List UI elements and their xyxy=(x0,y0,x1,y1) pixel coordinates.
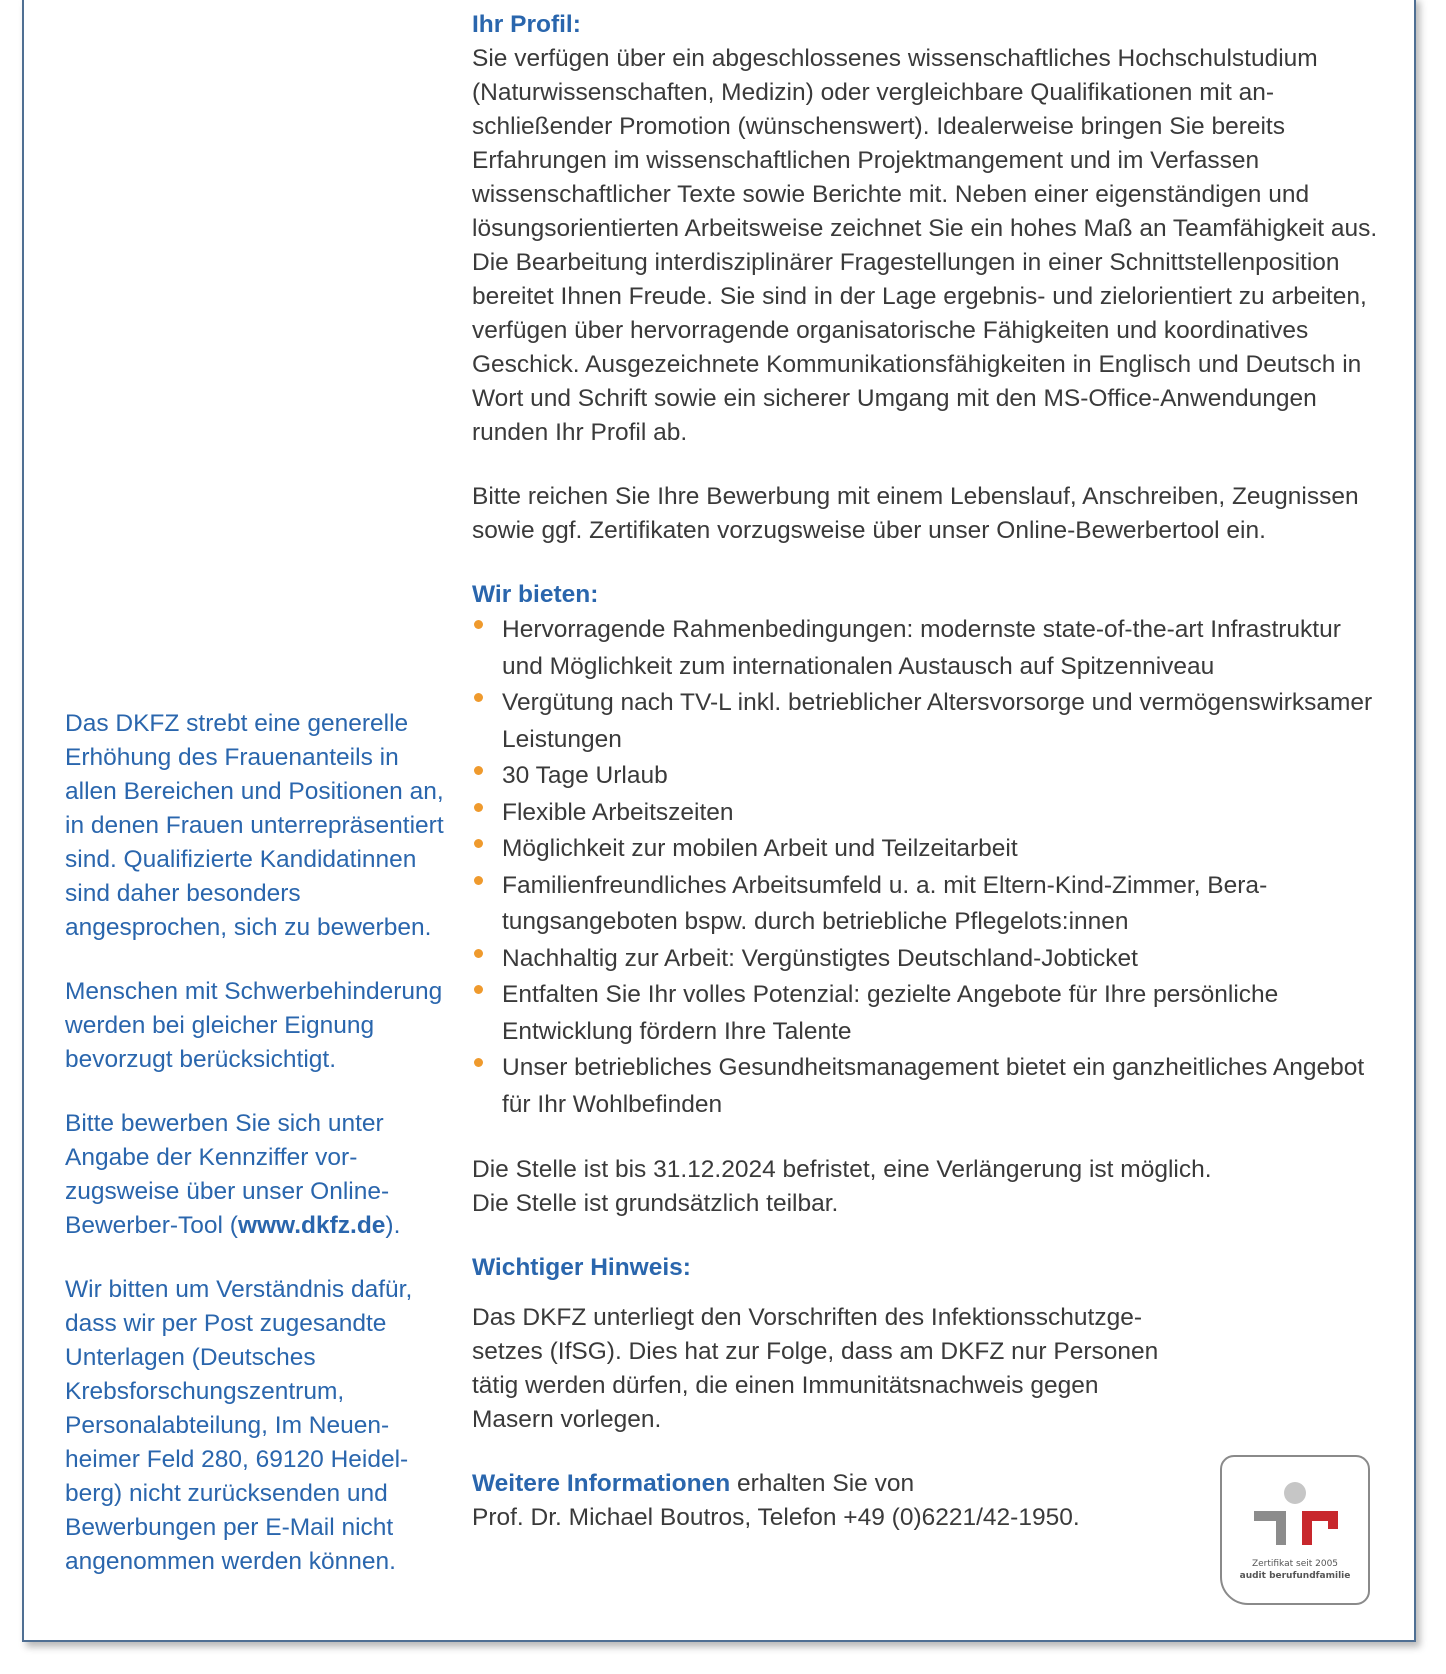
offer-text: Hervorragende Rahmenbedingungen: modernste state-of-the-art Infrastruktur und Möglichkeit zum internationalen Austausch auf Spitzenniveau xyxy=(502,616,1341,680)
postal-note: Wir bitten um Verständnis dafür, dass wir per Post zugesandte Unterlagen (Deutsches Krebsforschungszentrum, Personalabteilung, Im Neuenheimer Feld 280, 69120 Heidelberg) nicht zurücksenden und Bewerbungen per E-Mail nicht angenommen werden können. xyxy=(65,1276,413,1575)
list-item xyxy=(472,831,1382,868)
main-content xyxy=(472,8,1382,1535)
bullet-icon xyxy=(474,876,483,885)
list-item xyxy=(472,868,1382,941)
apply-note-text: Bitte bewerben Sie sich unter Angabe der Kennziffer vorzugsweise über unser Online-Bewerber-Tool ( xyxy=(65,1110,390,1239)
list-item xyxy=(472,977,1382,1050)
contact-person: Prof. Dr. Michael Boutros, Telefon +49 (0)6221/42-1950. xyxy=(472,1504,1080,1531)
bullet-icon xyxy=(474,1058,483,1067)
list-item xyxy=(472,795,1382,832)
list-item xyxy=(472,685,1382,758)
bullet-icon xyxy=(474,620,483,629)
bullet-icon xyxy=(474,693,483,702)
disability-note: Menschen mit Schwerbehinderung werden bei gleicher Eignung bevorzugt berücksichtigt. xyxy=(65,978,443,1073)
list-item xyxy=(472,1050,1382,1123)
sidebar xyxy=(65,707,445,1609)
dkfz-website-link[interactable]: www.dkfz.de xyxy=(237,1212,386,1239)
offer-text: Nachhaltig zur Arbeit: Vergünstigtes Deutschland-Jobticket xyxy=(502,944,1138,972)
offers-list xyxy=(472,612,1382,1123)
certificate-line-1: Zertifikat seit 2005 xyxy=(1251,1559,1339,1569)
profile-heading: Ihr Profil: xyxy=(472,11,581,38)
offer-text: Unser betriebliches Gesundheitsmanagement bietet ein ganzheitliches Angebot für Ihr Wohlbefinden xyxy=(502,1054,1365,1118)
offer-text: Familienfreundliches Arbeitsumfeld u. a. mit Eltern-Kind-Zimmer, Beratungsangeboten bspw. durch betriebliche Pflegelots:innen xyxy=(502,871,1268,935)
apply-note-end: ). xyxy=(385,1212,401,1239)
certificate-line-2: audit berufundfamilie xyxy=(1239,1571,1351,1581)
berufundfamilie-certificate-logo xyxy=(1220,1455,1370,1605)
offer-text: Entfalten Sie Ihr volles Potenzial: gezielte Angebote für Ihre persönliche Entwicklung fördern Ihre Talente xyxy=(502,981,1279,1045)
bullet-icon xyxy=(474,985,483,994)
contact-intro-text: erhalten Sie von xyxy=(730,1470,915,1497)
apply-note xyxy=(65,1107,445,1243)
bullet-icon xyxy=(474,803,483,812)
parttime-text: Die Stelle ist grundsätzlich teilbar. xyxy=(472,1190,839,1217)
list-item xyxy=(472,941,1382,978)
term-text: Die Stelle ist bis 31.12.2024 befristet, eine Verlängerung ist möglich. xyxy=(472,1156,1212,1183)
profile-text: Sie verfügen über ein abgeschlossenes wissenschaftliches Hochschulstudium (Naturwissenschaften, Medizin) oder vergleichbare Qualifikationen mit anschließender Promotion (wünschenswert). Idealerweise bringen Sie bereits Erfahrungen im wissenschaftlichen Projektmangement und im Verfassen wissenschaftlicher Texte sowie Berichte mit. Neben einer eigenständigen und lösungsorientierten Arbeitsweise zeichnet Sie ein hohes Maß an Teamfähigkeit aus. Die Bearbeitung interdisziplinärer Fragestellungen in einer Schnittstellenposition bereitet Ihnen Freude. Sie sind in der Lage ergebnis- und zielorientiert zu arbeiten, verfügen über hervorragende organisatorische Fähigkeiten und koordinatives Geschick. Ausgezeichnete Kommunikationsfähigkeiten in Englisch und Deutsch in Wort und Schrift sowie ein sicherer Umgang mit den MS-Office-Anwendungen runden Ihr Profil ab. xyxy=(472,45,1378,446)
notice-heading: Wichtiger Hinweis: xyxy=(472,1254,691,1281)
bullet-icon xyxy=(474,766,483,775)
application-text: Bitte reichen Sie Ihre Bewerbung mit einem Lebenslauf, Anschreiben, Zeugnissen sowie ggf. Zertifikaten vorzugsweise über unser Online-Bewerbertool ein. xyxy=(472,483,1359,544)
list-item xyxy=(472,612,1382,685)
offer-text: Flexible Arbeitszeiten xyxy=(502,798,734,826)
notice-text: Das DKFZ unterliegt den Vorschriften des Infektionsschutzgesetzes (IfSG). Dies hat zur Folge, dass am DKFZ nur Personen tätig werden dürfen, die einen Immunitätsnachweis gegen Masern vorlegen. xyxy=(472,1304,1159,1433)
offer-text: 30 Tage Urlaub xyxy=(502,762,668,789)
offer-text: Vergütung nach TV-L inkl. betrieblicher Altersvorsorge und vermögenswirksamer Leistungen xyxy=(502,689,1373,753)
offers-heading: Wir bieten: xyxy=(472,581,599,608)
list-item xyxy=(472,758,1382,795)
bullet-icon xyxy=(474,949,483,958)
offer-text: Möglichkeit zur mobilen Arbeit und Teilzeitarbeit xyxy=(502,835,1018,862)
contact-heading: Weitere Informationen xyxy=(472,1470,731,1497)
equality-note: Das DKFZ strebt eine generelle Erhöhung des Frauenanteils in allen Bereichen und Positionen an, in denen Frauen unterrepräsentiert sind. Qualifizierte Kandidatinnen sind daher besonders angesprochen, sich zu bewerben. xyxy=(65,710,444,941)
bullet-icon xyxy=(474,839,483,848)
